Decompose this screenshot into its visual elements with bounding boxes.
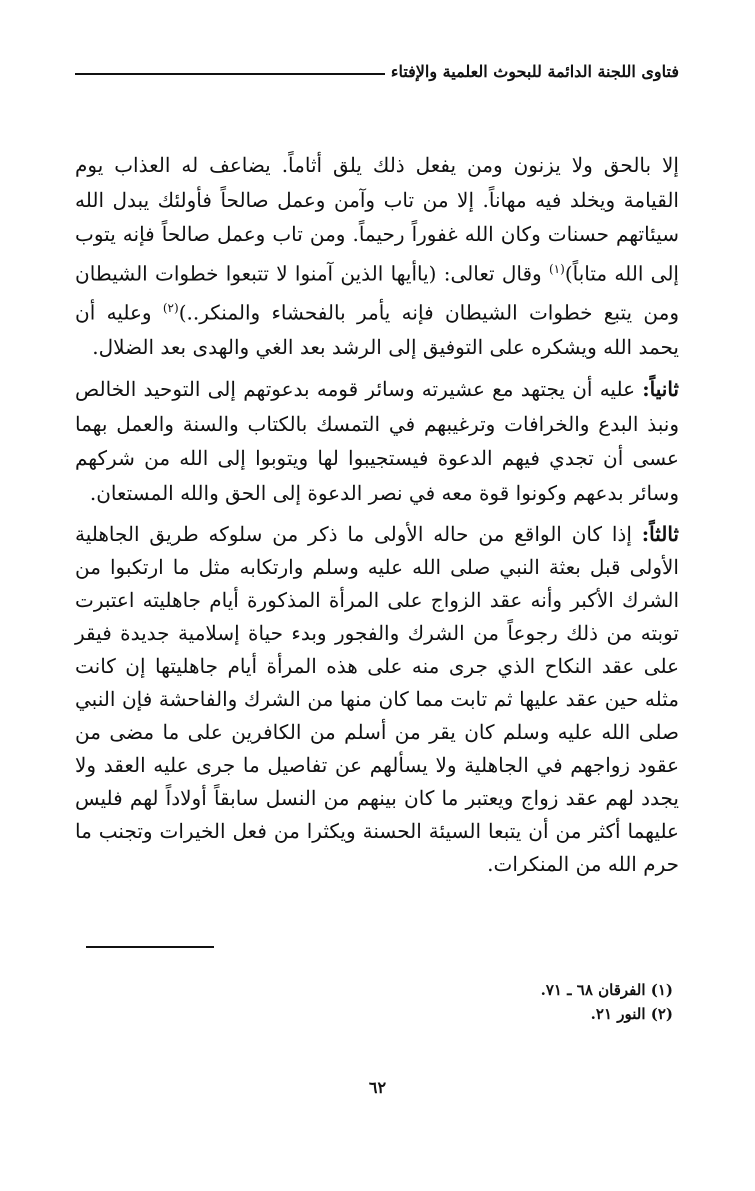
footnotes xyxy=(273,978,673,1026)
paragraph-verses xyxy=(75,148,679,364)
paragraph-closing-text: وعليه أن يحمد الله ويشكره على التوفيق إلى الرشد بعد الغي والهدى بعد الضلال. xyxy=(75,300,679,359)
running-header-title: فتاوى اللجنة الدائمة للبحوث العلمية والإفتاء xyxy=(390,62,679,81)
footnote-ref-2[interactable]: (٢) xyxy=(162,300,179,315)
verse-text: إلا بالحق ولا يزنون ومن يفعل ذلك يلق أثاماً. يضاعف له العذاب يوم القيامة ويخلد فيه مهاناً. إلا من تاب وآمن وعمل صالحاً فأولئك يبدل الله سيئاتهم حسنات وكان الله غفوراً رحيماً. ومن تاب وعمل صالحاً فإنه يتوب إلى الله متاباً) xyxy=(75,153,679,286)
verse-text-2: وقال تعالى: (ياأيها الذين آمنوا لا تتبعوا خطوات الشيطان ومن يتبع خطوات الشيطان فإنه يأمر بالفحشاء والمنكر..) xyxy=(75,261,679,325)
page-number: ٦٢ xyxy=(368,1078,387,1097)
header-rule xyxy=(75,73,385,75)
paragraph-lead: ثانياً: xyxy=(642,377,679,402)
footnote-1: (١) الفرقان ٦٨ ـ ٧١. xyxy=(540,981,673,999)
paragraph-lead: ثالثاً: xyxy=(641,522,679,547)
footnote-ref-1[interactable]: (١) xyxy=(548,261,565,276)
running-header xyxy=(75,62,679,81)
paragraph-text: عليه أن يجتهد مع عشيرته وسائر قومه بدعوتهم إلى التوحيد الخالص ونبذ البدع والخرافات وترغيبهم في التمسك بالكتاب والسنة والعمل بهما عسى أن تجدي فيهم الدعوة فيستجيبوا لها ويتوبوا إلى الله من شركهم وسائر بدعهم وكونوا قوة معه في نصر الدعوة إلى الحق والله المستعان. xyxy=(75,377,679,505)
paragraph-third xyxy=(75,518,679,881)
footnote-2: (٢) النور ٢١. xyxy=(590,1005,673,1023)
paragraph-text: إذا كان الواقع من حاله الأولى ما ذكر من سلوكه طريق الجاهلية الأولى قبل بعثة النبي صلى الله عليه وسلم وارتكابه مثل ما ارتكبوا من الشرك الأكبر وأنه عقد الزواج على المرأة المذكورة أيام جاهليته اعتبرت توبته من ذلك رجوعاً من الشرك والفجور وبدء حياة إسلامية جديدة فيقر على عقد النكاح الذي جرى منه على هذه المرأة أيام جاهليتها إن كانت مثله حين عقد عليها ثم تابت مما كان منها من الشرك والفاحشة فإن النبي صلى الله عليه وسلم كان يقر من أسلم من الكافرين على ما مضى من عقود زواجهم في الجاهلية ولا يسألهم عن تفاصيل ما جرى عليه العقد ولا يجدد لهم عقد زواج ويعتبر ما كان بينهم من النسل سابقاً أولاداً لهم فليس عليهما أكثر من أن يتبعا السيئة الحسنة ويكثرا من فعل الخيرات وتجنب ما حرم الله من المنكرات. xyxy=(75,522,679,877)
paragraph-second xyxy=(75,372,679,510)
body-text xyxy=(75,148,679,881)
footnote-separator xyxy=(86,946,214,948)
